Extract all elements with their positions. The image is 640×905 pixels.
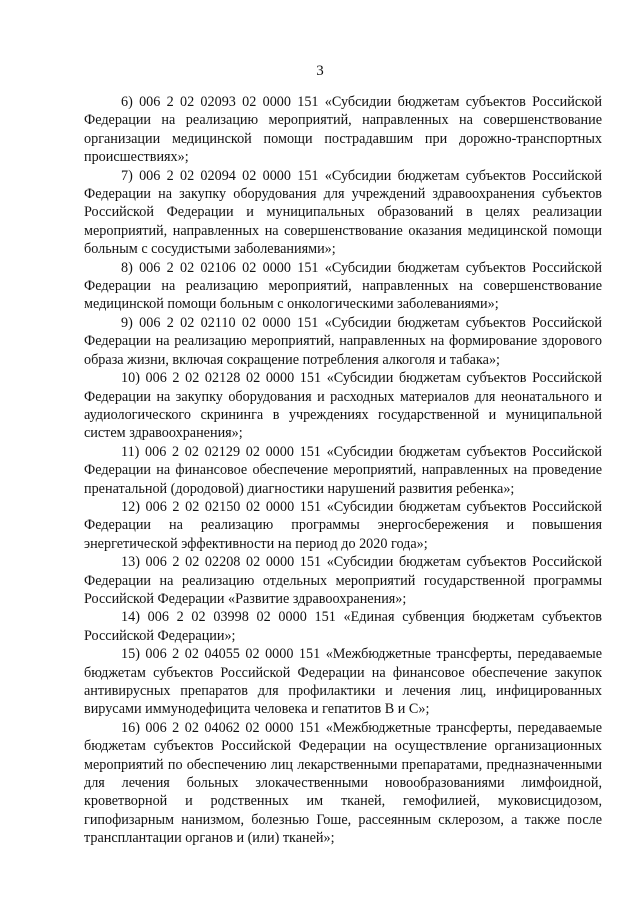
list-item: 13) 006 2 02 02208 02 0000 151 «Субсидии бюджетам субъектов Российской Федерации на реализацию отдельных мероприятий государственной программы Российской Федерации «Развитие здравоохранения»; bbox=[84, 554, 602, 607]
list-item: 10) 006 2 02 02128 02 0000 151 «Субсидии бюджетам субъектов Российской Федерации на закупку оборудования и расходных материалов для неонатального и аудиологического скрининга в учреждениях государственной и муниципальной систем здравоохранения»; bbox=[84, 370, 602, 442]
list-item: 6) 006 2 02 02093 02 0000 151 «Субсидии бюджетам субъектов Российской Федерации на реализацию мероприятий, направленных на совершенствование организации медицинской помощи пострадавшим при дорожно-транспортных происшествиях»; bbox=[84, 94, 602, 166]
list-item: 7) 006 2 02 02094 02 0000 151 «Субсидии бюджетам субъектов Российской Федерации на закупку оборудования для учреждений здравоохранения субъектов Российской Федерации и муниципальных образований в целях реализации мероприятий, направленных на совершенствование оказания медицинской помощи больным с сосудистыми заболеваниями»; bbox=[84, 167, 602, 258]
page-number: 3 bbox=[316, 63, 324, 79]
list-item: 11) 006 2 02 02129 02 0000 151 «Субсидии бюджетам субъектов Российской Федерации на финансовое обеспечение мероприятий, направленных на проведение пренатальной (дородовой) диагностики нарушений развития ребенка»; bbox=[84, 443, 602, 497]
list-item: 9) 006 2 02 02110 02 0000 151 «Субсидии бюджетам субъектов Российской Федерации на реализацию мероприятий, направленных на формирование здорового образа жизни, включая сокращение потребления алкоголя и табака»; bbox=[84, 314, 602, 368]
list-item: 12) 006 2 02 02150 02 0000 151 «Субсидии бюджетам субъектов Российской Федерации на реализацию программы энергосбережения и повышения энергетической эффективности на период до 2020 года»; bbox=[84, 498, 602, 552]
list-item: 14) 006 2 02 03998 02 0000 151 «Единая субвенция бюджетам субъектов Российской Федерации»; bbox=[84, 609, 602, 644]
document-body bbox=[84, 93, 602, 848]
list-item: 16) 006 2 02 04062 02 0000 151 «Межбюджетные трансферты, передаваемые бюджетам субъектов Российской Федерации на осуществление организационных мероприятий по обеспечению лиц лекарственными препаратами, предназначенными для лечения больных злокачественными новообразованиями лимфоидной, кроветворной и родственных им тканей, гемофилией, муковисцидозом, гипофизарным нанизмом, болезнью Гоше, рассеянным склерозом, а также после трансплантации органов и (или) тканей»; bbox=[84, 719, 602, 847]
list-item: 15) 006 2 02 04055 02 0000 151 «Межбюджетные трансферты, передаваемые бюджетам субъектов Российской Федерации на финансовое обеспечение закупок антивирусных препаратов для профилактики и лечения лиц, инфицированных вирусами иммунодефицита человека и гепатитов В и С»; bbox=[84, 646, 602, 718]
list-item: 8) 006 2 02 02106 02 0000 151 «Субсидии бюджетам субъектов Российской Федерации на реализацию мероприятий, направленных на совершенствование медицинской помощи больным с онкологическими заболеваниями»; bbox=[84, 259, 602, 313]
